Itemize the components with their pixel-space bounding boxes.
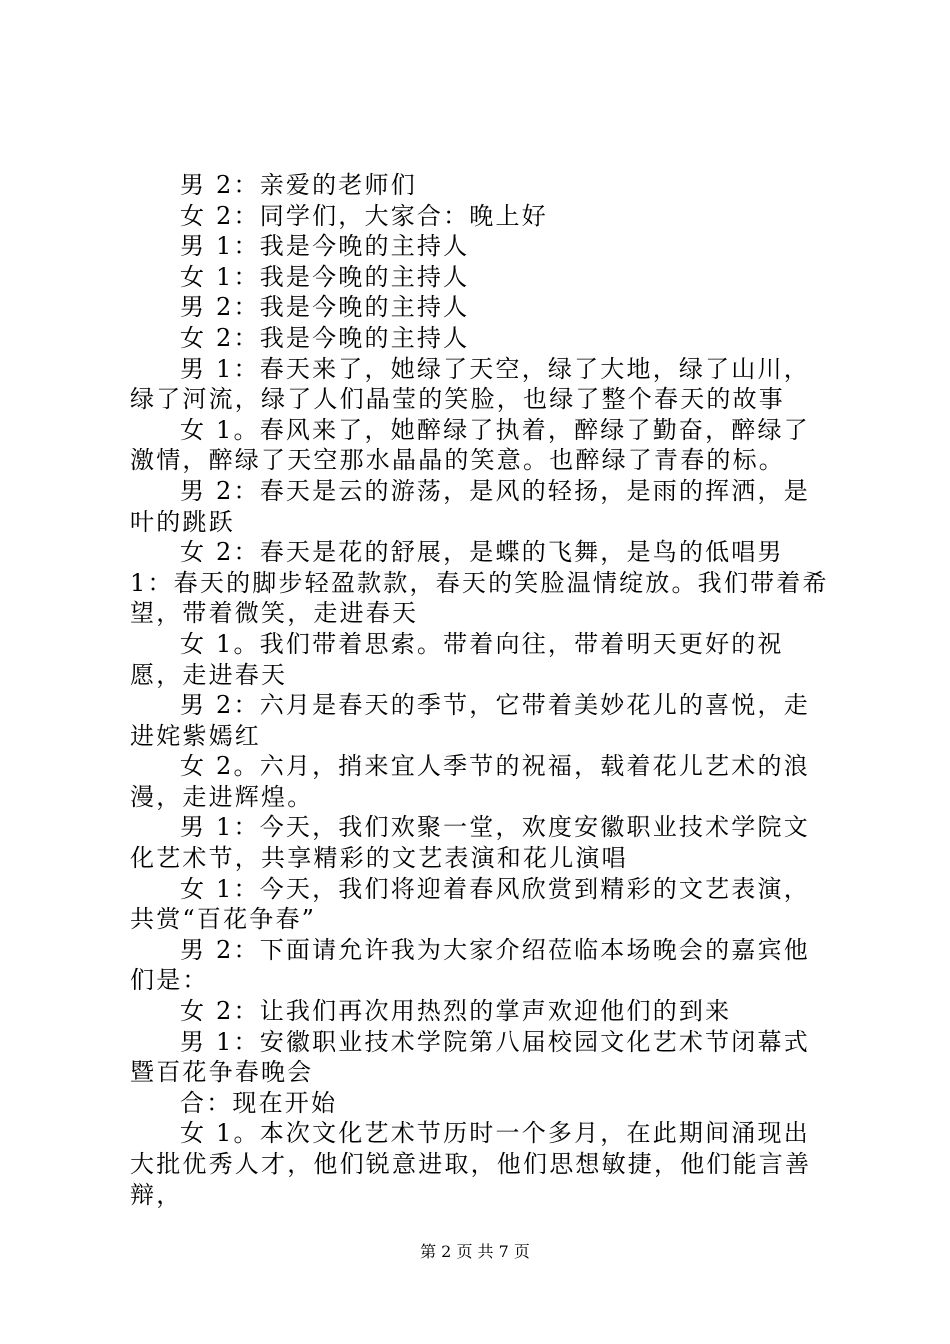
paragraph: 女 1。本次文化艺术节历时一个多月，在此期间涌现出大批优秀人才，他们锐意进取，他们思想敏捷，他们能言善辩， [130,1119,812,1209]
paragraph: 男 1：今天，我们欢聚一堂，欢度安徽职业技术学院文化艺术节，共享精彩的文艺表演和花儿演唱 [130,813,810,873]
paragraph: 男 2：我是今晚的主持人 [180,293,470,322]
paragraph: 女 2。六月，捎来宜人季节的祝福，载着花儿艺术的浪漫，走进辉煌。 [130,752,810,811]
paragraph: 女 1。春风来了，她醉绿了执着，醉绿了勤奋，醉绿了激情，醉绿了天空那水晶晶的笑意。也醉绿了青春的标。 [130,415,810,475]
paragraph: 男 1：春天来了，她绿了天空，绿了大地，绿了山川，绿了河流，绿了人们晶莹的笑脸，也绿了整个春天的故事 [130,354,810,414]
paragraph: 女 2：春天是花的舒展，是蝶的飞舞，是鸟的低唱男 1：春天的脚步轻盈款款，春天的笑脸温情绽放。我们带着希望，带着微笑，走进春天 [130,538,829,628]
paragraph: 男 1：安徽职业技术学院第八届校园文化艺术节闭幕式暨百花争春晚会 [130,1027,810,1087]
paragraph: 女 1：我是今晚的主持人 [180,262,470,291]
paragraph: 女 2：我是今晚的主持人 [180,323,470,352]
document-body [130,170,835,1210]
page-number-footer: 第 2 页 共 7 页 [420,1242,530,1261]
paragraph: 女 1。我们带着思索。带着向往，带着明天更好的祝愿，走进春天 [130,629,784,689]
paragraph: 女 2：同学们，大家合：晚上好 [180,201,548,230]
paragraph: 男 2：春天是云的游荡，是风的轻扬，是雨的挥洒，是叶的跳跃 [130,476,810,536]
paragraph: 女 2：让我们再次用热烈的掌声欢迎他们的到来 [180,997,732,1026]
paragraph: 男 1：我是今晚的主持人 [180,232,470,261]
paragraph: 男 2：亲爱的老师们 [180,171,417,199]
paragraph: 合：现在开始 [180,1088,338,1117]
paragraph: 男 2：六月是春天的季节，它带着美妙花儿的喜悦，走进姹紫嫣红 [130,691,810,750]
paragraph: 男 2：下面请允许我为大家介绍莅临本场晚会的嘉宾他们是： [130,935,810,995]
paragraph: 女 1：今天，我们将迎着春风欣赏到精彩的文艺表演，共赏“百花争春” [130,874,810,934]
